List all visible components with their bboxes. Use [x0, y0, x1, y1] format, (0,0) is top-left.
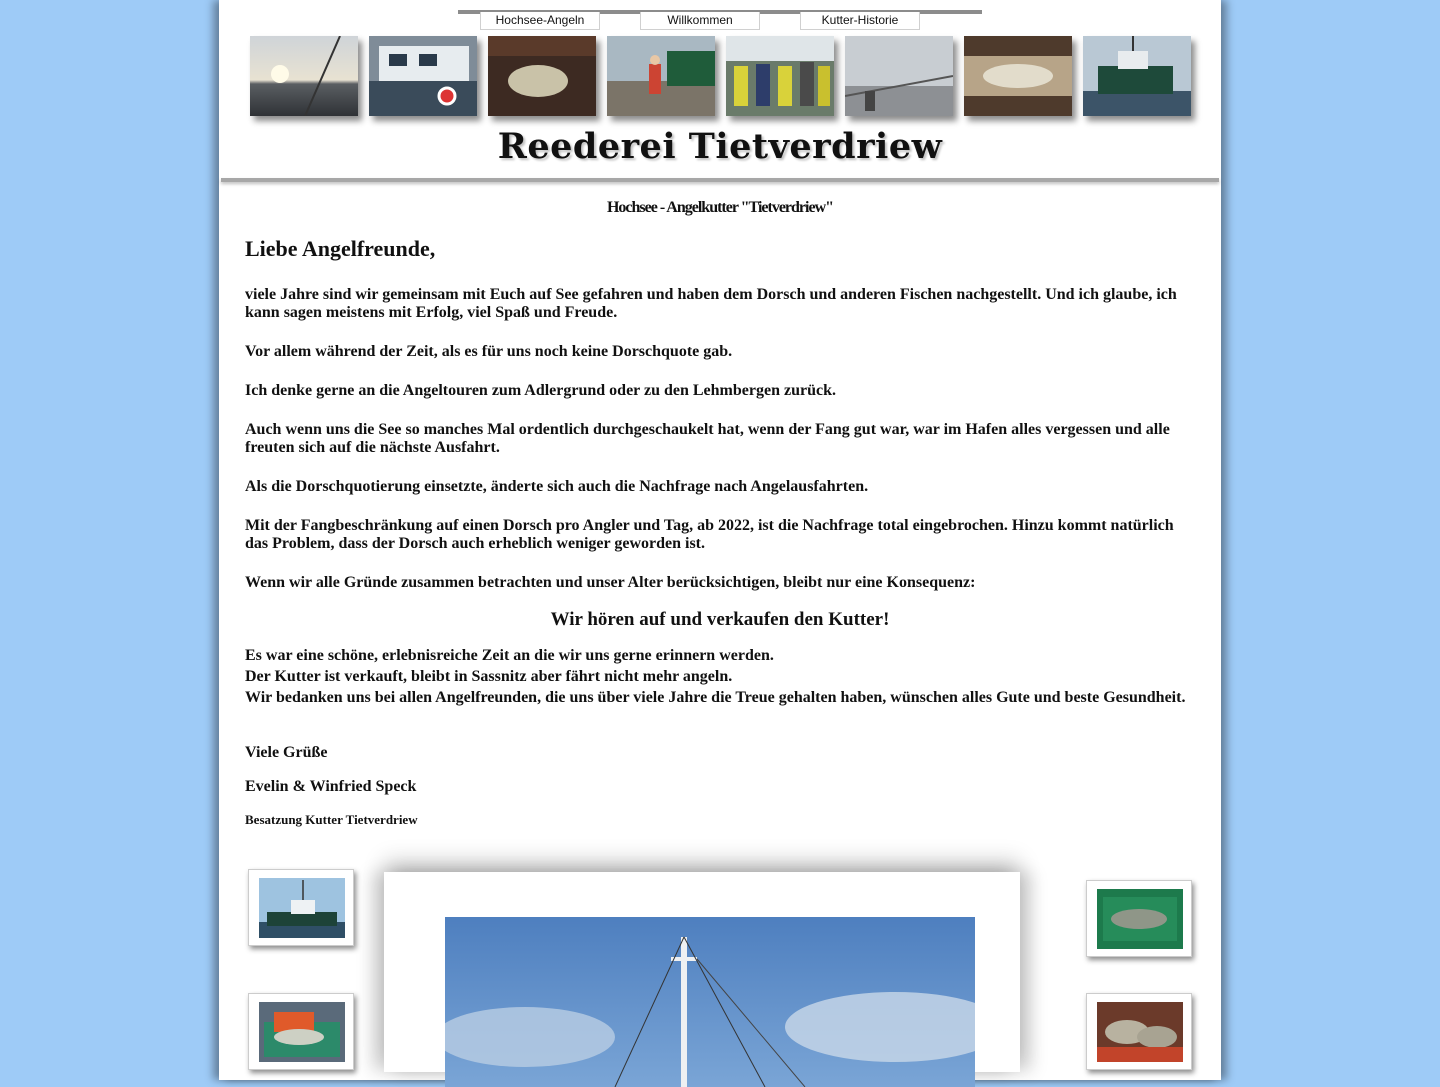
nav-kutter-historie[interactable]: Kutter-Historie	[800, 12, 920, 30]
header-photo-cutter	[1083, 36, 1191, 116]
nav-willkommen[interactable]: Willkommen	[640, 12, 760, 30]
paragraph: Ich denke gerne an die Angeltouren zum Adlergrund oder zu den Lehmbergen zurück.	[245, 382, 836, 399]
header-photo-sea-sunset	[250, 36, 358, 116]
paragraph: Wenn wir alle Gründe zusammen betrachten und unser Alter berücksichtigen, bleibt nur eine Konsequenz:	[245, 574, 976, 591]
paragraph: viele Jahre sind wir gemeinsam mit Euch auf See gefahren und haben dem Dorsch und anderen Fischen nachgestellt. Und ich glaube, ich kann sagen meistens mit Erfolg, viel Spaß und Freude.	[245, 286, 1177, 321]
page-subtitle: Hochsee - Angelkutter "Tietverdriew"	[606, 199, 833, 216]
closing-line: Der Kutter ist verkauft, bleibt in Sassnitz aber fährt nicht mehr angeln.	[245, 668, 733, 685]
closing-line: Wir bedanken uns bei allen Angelfreunden, die uns über viele Jahre die Treue gehalten haben, wünschen alles Gute und beste Gesundheit.	[245, 689, 1186, 706]
main-photo-mast[interactable]	[445, 917, 975, 1087]
header-photo-deck-rail	[845, 36, 953, 116]
page-container	[219, 0, 1221, 1080]
gallery-thumb-fish-catch[interactable]	[1086, 993, 1192, 1070]
header-photo-harbour-angler	[607, 36, 715, 116]
signature-text: Evelin & Winfried Speck	[245, 778, 417, 795]
header-photo-fish-box	[964, 36, 1072, 116]
paragraph: Vor allem während der Zeit, als es für uns noch keine Dorschquote gab.	[245, 343, 733, 360]
site-logo: Reederei Tietverdriew	[497, 126, 943, 167]
paragraph: Mit der Fangbeschränkung auf einen Dorsch pro Angler und Tag, ab 2022, ist die Nachfrage total eingebrochen. Hinzu kommt natürlich das Problem, dass der Dorsch auch erheblich weniger geworden ist.	[245, 517, 1174, 552]
gallery-thumb-cutter[interactable]	[248, 869, 354, 946]
header-photo-fish-catch	[488, 36, 596, 116]
header-divider	[221, 178, 1219, 182]
main-photo-frame	[384, 872, 1020, 1072]
header-photo-angler-group	[726, 36, 834, 116]
paragraph: Auch wenn uns die See so manches Mal ordentlich durchgeschaukelt hat, wenn der Fang gut war, war im Hafen alles vergessen und alle freuten sich auf die nächste Ausfahrt.	[245, 421, 1170, 456]
gallery-thumb-green-crate[interactable]	[1086, 880, 1192, 957]
crew-text: Besatzung Kutter Tietverdriew	[245, 812, 418, 827]
header-photo-boat-deck	[369, 36, 477, 116]
gallery-thumb-fish-crate[interactable]	[248, 993, 354, 1070]
closing-line: Es war eine schöne, erlebnisreiche Zeit an die wir uns gerne erinnern werden.	[245, 647, 774, 664]
regards-text: Viele Grüße	[245, 744, 328, 761]
nav-hochsee-angeln[interactable]: Hochsee-Angeln	[480, 12, 600, 30]
announcement-heading: Wir hören auf und verkaufen den Kutter!	[550, 609, 890, 630]
paragraph: Als die Dorschquotierung einsetzte, änderte sich auch die Nachfrage nach Angelausfahrten.	[245, 478, 869, 495]
main-content	[245, 236, 1195, 828]
greeting-heading: Liebe Angelfreunde,	[245, 236, 436, 261]
